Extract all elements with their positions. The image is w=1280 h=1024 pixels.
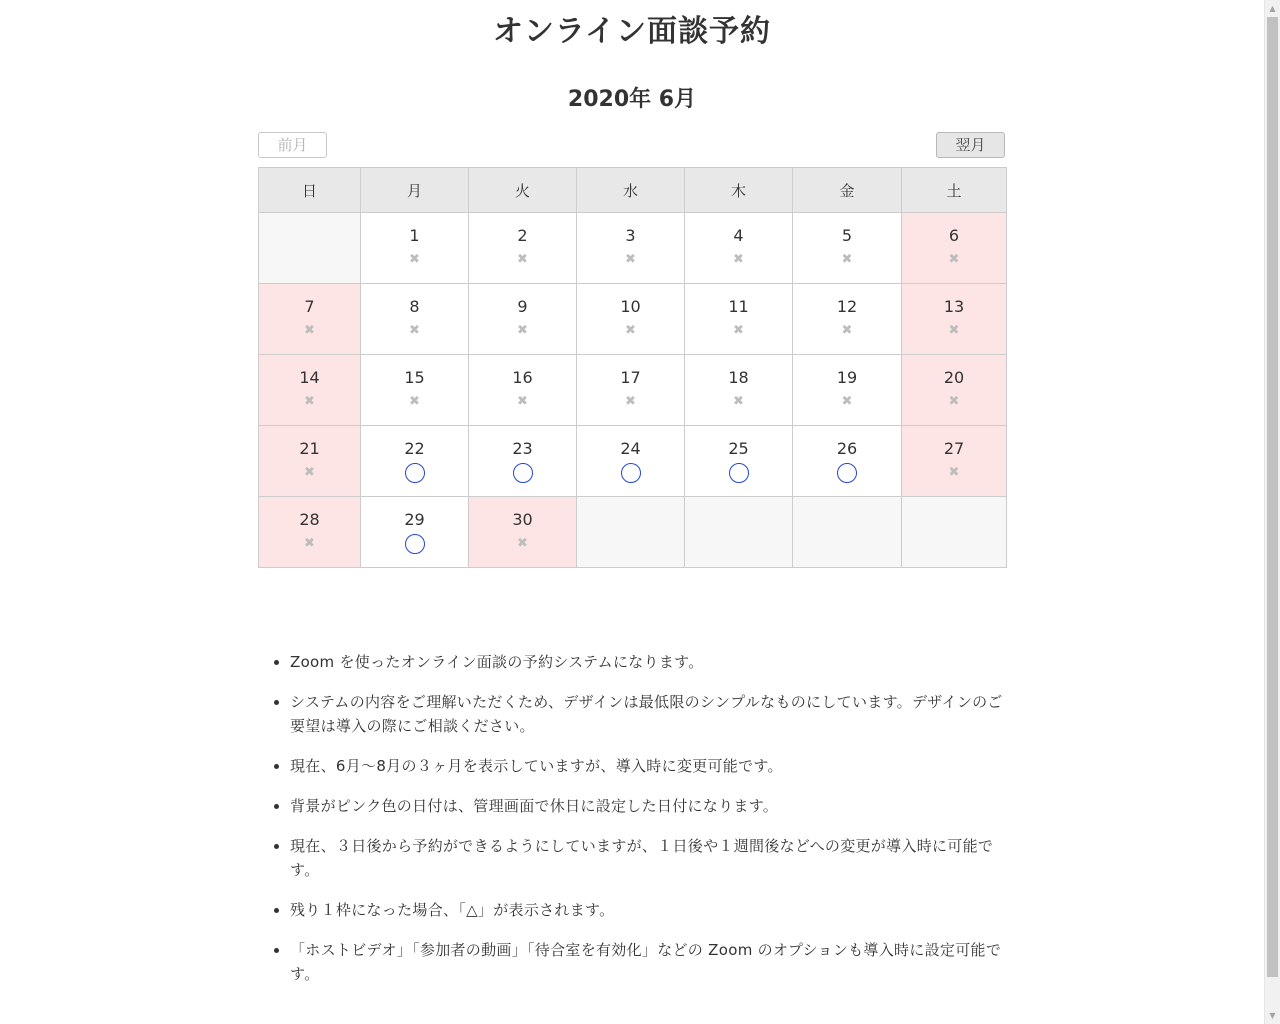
page-title: オンライン面談予約 — [492, 14, 772, 49]
calendar-day-cell — [902, 213, 1007, 284]
day-number: 4 — [733, 226, 744, 245]
calendar-day-cell — [793, 213, 902, 284]
note-item: • 現在、6月～8月の３ヶ月を表示していますが、導入時に変更可能です。 — [290, 754, 1006, 778]
unavailable-x-icon: ✖ — [841, 394, 853, 409]
unavailable-x-icon: ✖ — [733, 394, 744, 409]
calendar-day-cell — [361, 213, 469, 284]
day-number: 7 — [304, 297, 315, 316]
weekday-sat: 土 — [902, 168, 1007, 213]
calendar-week-row — [259, 355, 1007, 426]
calendar-table — [258, 167, 1007, 568]
calendar-day-cell — [577, 213, 685, 284]
calendar-week-row — [259, 213, 1007, 284]
available-circle-icon[interactable] — [621, 463, 641, 483]
next-month-button[interactable]: 翌月 — [936, 132, 1005, 158]
available-circle-icon[interactable] — [729, 463, 749, 483]
unavailable-x-icon: ✖ — [948, 323, 960, 338]
day-number: 17 — [620, 368, 641, 387]
calendar-day-cell — [902, 284, 1007, 355]
calendar-empty-cell — [685, 497, 793, 568]
weekday-header-row — [259, 168, 1007, 213]
calendar-day-cell — [469, 355, 577, 426]
day-number: 26 — [836, 439, 858, 458]
calendar-day-cell[interactable] — [577, 426, 685, 497]
weekday-mon: 月 — [361, 168, 469, 213]
unavailable-x-icon: ✖ — [625, 252, 636, 267]
notes-list — [258, 650, 1006, 1002]
calendar-day-cell — [469, 497, 577, 568]
day-number: 20 — [943, 368, 965, 387]
calendar-day-cell[interactable] — [685, 426, 793, 497]
scroll-up-icon[interactable]: ▲ — [1269, 4, 1276, 13]
calendar-day-cell — [259, 426, 361, 497]
calendar-day-cell[interactable] — [469, 426, 577, 497]
unavailable-x-icon: ✖ — [948, 394, 960, 409]
calendar-empty-cell — [902, 497, 1007, 568]
calendar-day-cell — [469, 284, 577, 355]
calendar-day-cell — [259, 355, 361, 426]
day-number: 22 — [404, 439, 425, 458]
calendar-day-cell — [902, 355, 1007, 426]
weekday-thu: 木 — [685, 168, 793, 213]
day-number: 27 — [943, 439, 965, 458]
calendar-day-cell[interactable] — [793, 426, 902, 497]
day-number: 19 — [836, 368, 858, 387]
day-number: 9 — [517, 297, 528, 316]
scroll-down-icon[interactable]: ▼ — [1269, 1011, 1276, 1020]
calendar-empty-cell — [259, 213, 361, 284]
unavailable-x-icon: ✖ — [517, 536, 528, 551]
day-number: 30 — [512, 510, 533, 529]
calendar-empty-cell — [793, 497, 902, 568]
calendar-day-cell — [685, 213, 793, 284]
weekday-fri: 金 — [793, 168, 902, 213]
scroll-thumb[interactable] — [1267, 17, 1278, 977]
day-number: 10 — [620, 297, 641, 316]
day-number: 29 — [404, 510, 425, 529]
unavailable-x-icon: ✖ — [841, 323, 853, 338]
month-title: 2020年 6月 — [567, 87, 697, 112]
weekday-tue: 火 — [469, 168, 577, 213]
unavailable-x-icon: ✖ — [304, 536, 315, 551]
day-number: 21 — [299, 439, 320, 458]
calendar-body — [259, 213, 1007, 568]
day-number: 16 — [512, 368, 533, 387]
day-number: 13 — [943, 297, 965, 316]
unavailable-x-icon: ✖ — [517, 394, 528, 409]
calendar-day-cell — [685, 284, 793, 355]
day-number: 1 — [409, 226, 420, 245]
calendar-day-cell[interactable] — [361, 426, 469, 497]
unavailable-x-icon: ✖ — [304, 323, 315, 338]
unavailable-x-icon: ✖ — [733, 252, 744, 267]
note-item: • Zoom を使ったオンライン面談の予約システムになります。 — [290, 650, 1006, 674]
weekday-wed: 水 — [577, 168, 685, 213]
unavailable-x-icon: ✖ — [625, 394, 636, 409]
unavailable-x-icon: ✖ — [409, 323, 420, 338]
calendar-week-row — [259, 284, 1007, 355]
calendar-day-cell — [577, 355, 685, 426]
available-circle-icon[interactable] — [513, 463, 533, 483]
day-number: 15 — [404, 368, 425, 387]
unavailable-x-icon: ✖ — [304, 465, 315, 480]
prev-month-button[interactable]: 前月 — [258, 132, 327, 158]
calendar-day-cell — [902, 426, 1007, 497]
calendar-day-cell — [685, 355, 793, 426]
day-number: 24 — [620, 439, 641, 458]
day-number: 23 — [512, 439, 533, 458]
calendar-day-cell — [361, 355, 469, 426]
unavailable-x-icon: ✖ — [841, 252, 853, 267]
unavailable-x-icon: ✖ — [409, 252, 420, 267]
note-item: • 「ホストビデオ」「参加者の動画」「待合室を有効化」などの Zoom のオプションも導入時に設定可能です。 — [290, 938, 1006, 986]
note-item: • 残り１枠になった場合、「△」が表示されます。 — [290, 898, 1006, 922]
calendar-day-cell — [259, 497, 361, 568]
day-number: 6 — [948, 226, 960, 245]
note-item: • システムの内容をご理解いただくため、デザインは最低限のシンプルなものにしています。デザインのご要望は導入の際にご相談ください。 — [290, 690, 1006, 738]
calendar-day-cell — [793, 355, 902, 426]
note-item: • 現在、３日後から予約ができるようにしていますが、１日後や１週間後などへの変更が導入時に可能です。 — [290, 834, 1006, 882]
unavailable-x-icon: ✖ — [517, 323, 528, 338]
calendar-day-cell — [361, 284, 469, 355]
unavailable-x-icon: ✖ — [733, 323, 744, 338]
available-circle-icon[interactable] — [405, 463, 425, 483]
calendar-day-cell — [259, 284, 361, 355]
day-number: 14 — [299, 368, 320, 387]
day-number: 8 — [409, 297, 420, 316]
available-circle-icon[interactable] — [405, 534, 425, 554]
day-number: 3 — [625, 226, 636, 245]
available-circle-icon[interactable] — [837, 463, 857, 483]
calendar-week-row — [259, 497, 1007, 568]
weekday-sun: 日 — [259, 168, 361, 213]
day-number: 12 — [836, 297, 858, 316]
unavailable-x-icon: ✖ — [517, 252, 528, 267]
day-number: 18 — [728, 368, 749, 387]
day-number: 28 — [299, 510, 320, 529]
calendar-day-cell[interactable] — [361, 497, 469, 568]
day-number: 2 — [517, 226, 528, 245]
day-number: 11 — [728, 297, 749, 316]
unavailable-x-icon: ✖ — [948, 465, 960, 480]
unavailable-x-icon: ✖ — [304, 394, 315, 409]
day-number: 25 — [728, 439, 749, 458]
unavailable-x-icon: ✖ — [625, 323, 636, 338]
calendar-day-cell — [793, 284, 902, 355]
unavailable-x-icon: ✖ — [948, 252, 960, 267]
note-item: • 背景がピンク色の日付は、管理画面で休日に設定した日付になります。 — [290, 794, 1006, 818]
unavailable-x-icon: ✖ — [409, 394, 420, 409]
calendar-day-cell — [577, 284, 685, 355]
calendar-day-cell — [469, 213, 577, 284]
calendar-empty-cell — [577, 497, 685, 568]
vertical-scrollbar[interactable] — [1264, 0, 1280, 1024]
calendar-week-row — [259, 426, 1007, 497]
day-number: 5 — [841, 226, 853, 245]
